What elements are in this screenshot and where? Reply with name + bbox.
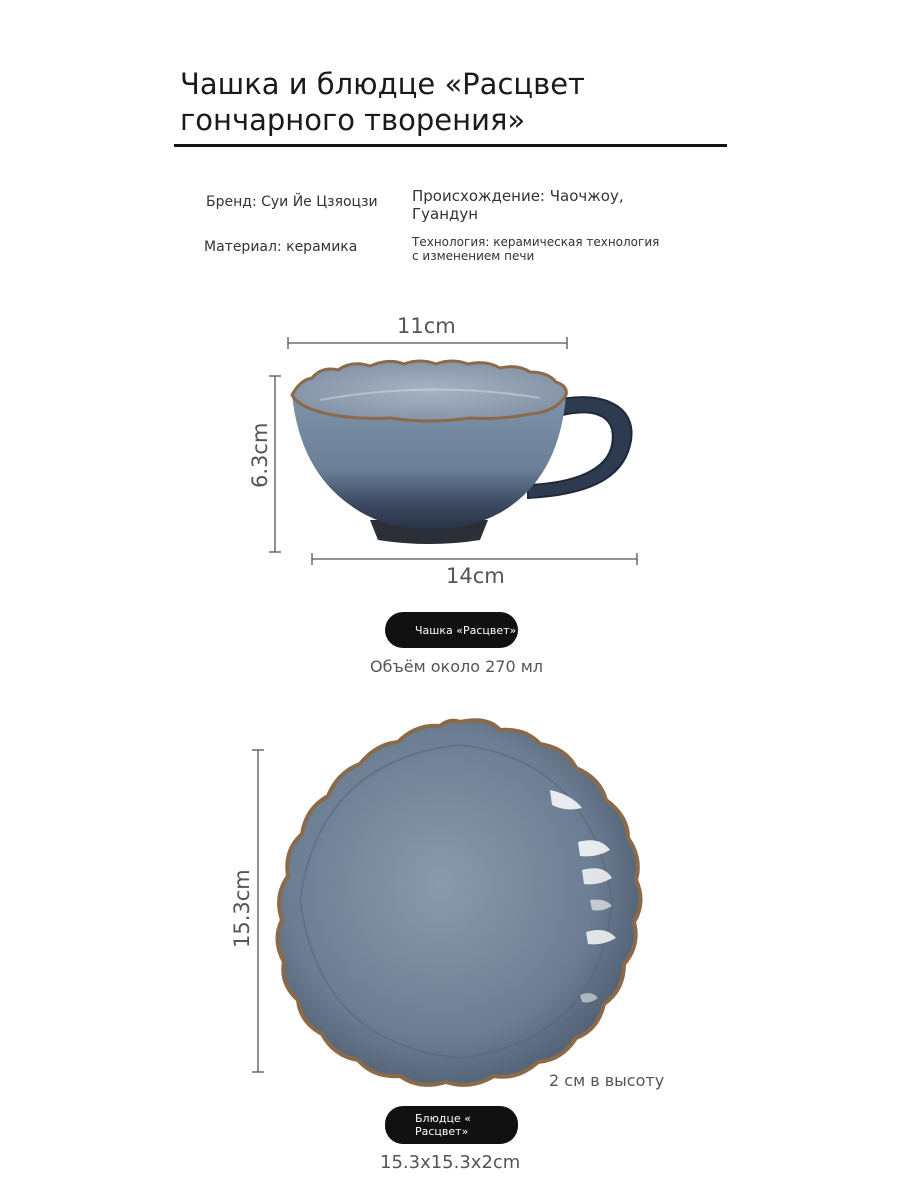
saucer-height-note: 2 см в высоту [549, 1071, 665, 1090]
saucer-name-text: Блюдце « Расцвет» [415, 1112, 471, 1138]
saucer-diameter-label: 15.3cm [230, 869, 254, 948]
title-line-1: Чашка и блюдце «Расцвет [180, 67, 585, 101]
cup-top-width-label: 11cm [397, 314, 456, 338]
cup-width-label: 14cm [446, 564, 505, 588]
cup-name-badge [385, 612, 518, 648]
title-line-2: гончарного творения» [180, 103, 526, 137]
cup-image [292, 361, 632, 544]
cup-name-text: Чашка «Расцвет» [415, 623, 517, 637]
spec-technology: Технология: керамическая технология с изменением печи [412, 235, 660, 263]
saucer-name-badge [385, 1106, 518, 1144]
saucer-image [277, 720, 640, 1085]
cup-height-label: 6.3cm [248, 422, 272, 488]
cup-top-dimension [288, 337, 567, 349]
saucer-size: 15.3x15.3x2cm [380, 1152, 521, 1173]
spec-material: Материал: керамика [204, 239, 358, 255]
spec-origin: Происхождение: Чаочжоу, Гуандун [412, 187, 624, 223]
spec-brand: Бренд: Суи Йе Цзяоцзи [206, 194, 378, 210]
cup-volume: Объём около 270 мл [370, 657, 544, 676]
